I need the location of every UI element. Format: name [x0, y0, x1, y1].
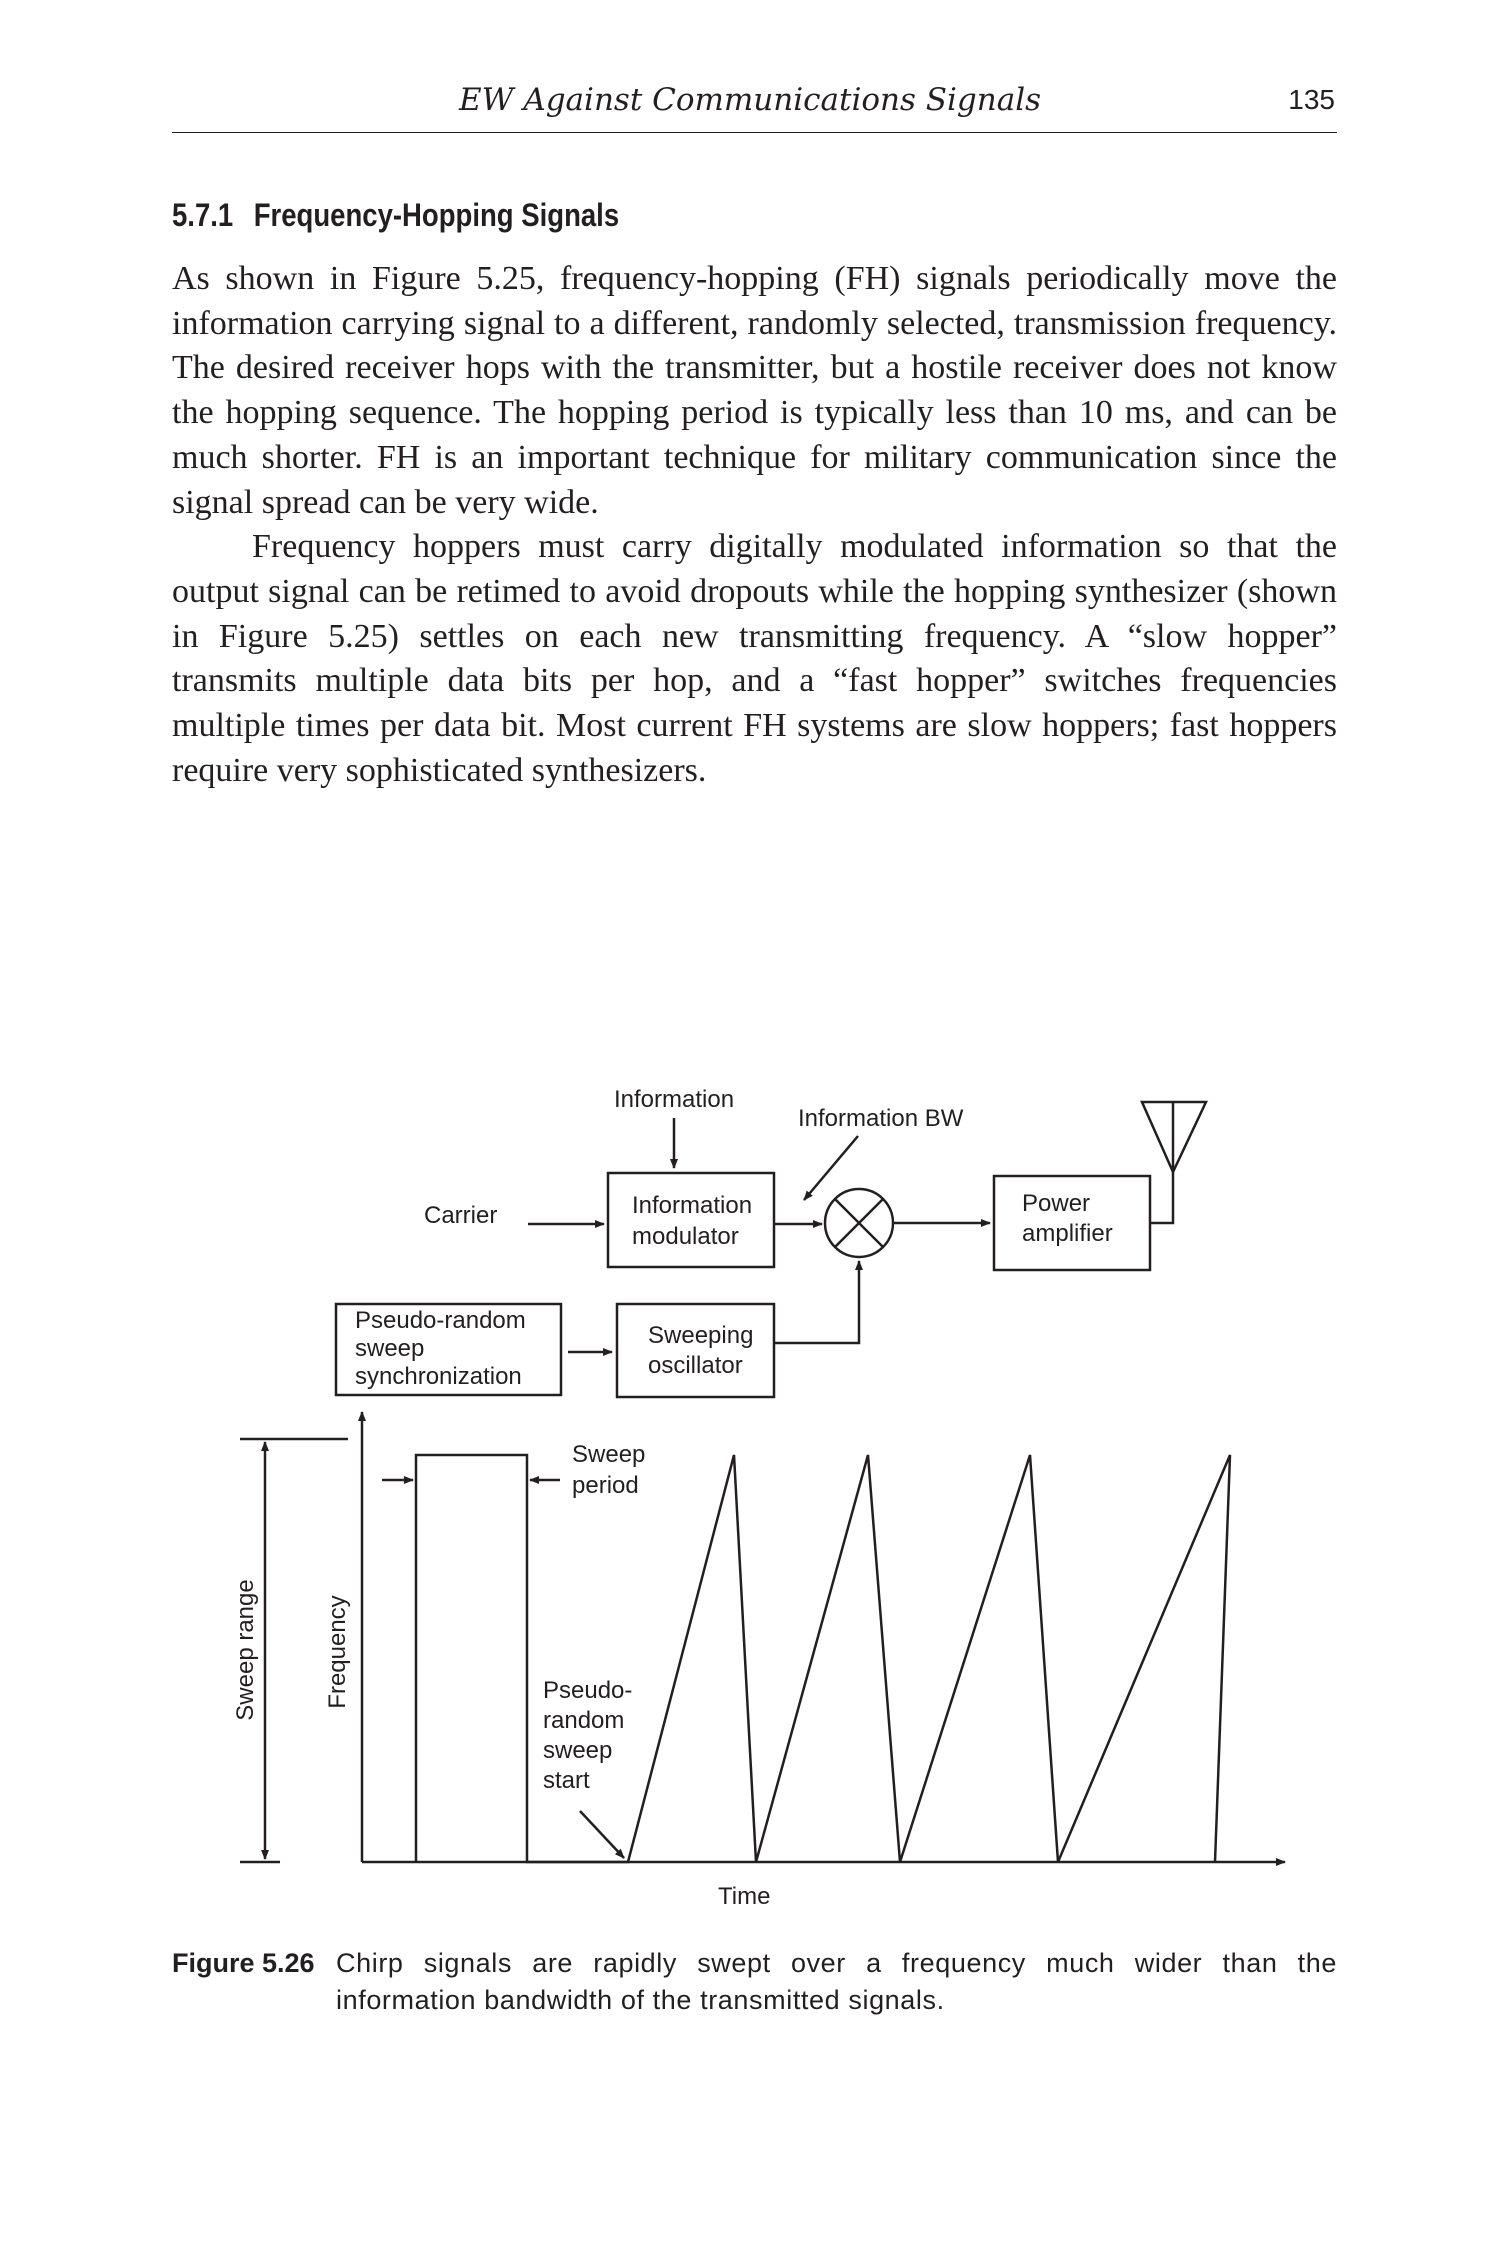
sweep-start-label-1: Pseudo-: [543, 1677, 633, 1704]
paragraph-2: Frequency hoppers must carry digitally modulated information so that the output signal can be retimed to avoid dropouts while the hopping synthesizer (shown in Figure 5.25) settles on each new transmitting frequency. A “slow hopper” transmits multiple data bits per hop, and a “fast hopper” switches frequencies multiple times per data bit. Most current FH systems are slow hoppers; fast hoppers require very sophisticated synthesizers.: [172, 528, 1337, 789]
oscillator-label-1: Sweeping: [648, 1322, 754, 1349]
sweeping-oscillator-box: [617, 1304, 774, 1397]
section-heading: [172, 197, 619, 234]
information-bw-label: Information BW: [798, 1105, 964, 1132]
header-rule: [172, 132, 1337, 133]
carrier-label: Carrier: [424, 1202, 498, 1229]
section-number: 5.7.1: [172, 197, 234, 233]
information-label: Information: [614, 1086, 735, 1113]
frequency-label: Frequency: [324, 1595, 351, 1709]
section-title: Frequency-Hopping Signals: [253, 197, 620, 233]
figure-caption: [172, 1945, 1337, 2019]
sync-label-1: Pseudo-random: [355, 1307, 526, 1334]
body-text: [172, 257, 1337, 793]
mixer-symbol: [825, 1189, 893, 1257]
antenna-icon: [1142, 1102, 1206, 1223]
figure-5-26-diagram: [0, 1040, 1500, 1920]
power-amplifier-label-1: Power: [1022, 1190, 1091, 1217]
caption-text: Chirp signals are rapidly swept over a frequency much wider than the information bandwidth of the transmitted signals.: [336, 1948, 1337, 2015]
sweep-start-pointer: [580, 1811, 624, 1858]
power-amplifier-label-2: amplifier: [1022, 1220, 1113, 1247]
paragraph-1: As shown in Figure 5.25, frequency-hopping (FH) signals periodically move the information carrying signal to a different, randomly selected, transmission frequency. The desired receiver hops with the transmitter, but a hostile receiver does not know the hopping sequence. The hopping period is typically less than 10 ms, and can be much shorter. FH is an important technique for military communication since the signal spread can be very wide.: [172, 260, 1337, 521]
sweep-waveform: [416, 1455, 1230, 1862]
info-modulator-label-2: modulator: [632, 1223, 739, 1250]
sweep-start-label-4: start: [543, 1767, 590, 1794]
sync-label-3: synchronization: [355, 1363, 522, 1390]
caption-label: Figure 5.26: [172, 1948, 315, 1978]
sweep-period-label-2: period: [572, 1472, 639, 1499]
info-modulator-label-1: Information: [632, 1192, 753, 1219]
oscillator-to-mixer-arrow: [774, 1261, 859, 1343]
information-modulator-box: [608, 1173, 774, 1267]
time-label: Time: [718, 1883, 771, 1910]
sweep-start-label-3: sweep: [543, 1737, 613, 1764]
sync-label-2: sweep: [355, 1335, 425, 1362]
sweep-range-label: Sweep range: [232, 1579, 259, 1721]
running-header-title: EW Against Communications Signals: [458, 82, 1042, 118]
sweep-period-label-1: Sweep: [572, 1441, 646, 1468]
page-number: 135: [1288, 84, 1335, 115]
sweep-start-label-2: random: [543, 1707, 625, 1734]
oscillator-label-2: oscillator: [648, 1352, 743, 1379]
